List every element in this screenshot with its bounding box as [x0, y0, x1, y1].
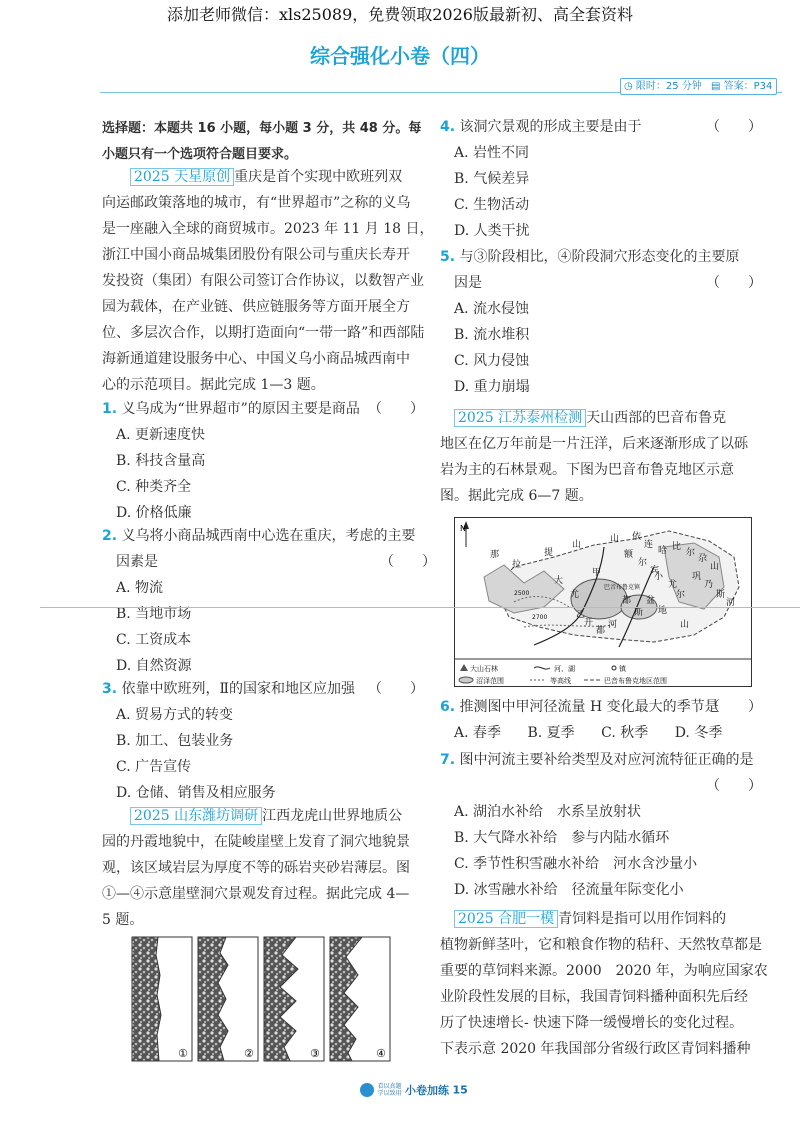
- passage-line: 向运邮政策落地的城市，有“世界超市”之称的义乌: [102, 195, 411, 211]
- question-stem: 推测图中甲河径流量 H 变化最大的季节是: [459, 699, 719, 715]
- question-number: 6.: [440, 699, 456, 715]
- map-label: 地: [658, 606, 668, 616]
- passage-line: 下表示意 2020 年我国部分省级行政区青饲料播种: [440, 1041, 751, 1057]
- map-label: 大: [554, 576, 564, 586]
- question-5: [440, 244, 740, 400]
- map-label: 尔: [638, 558, 648, 568]
- panel-label: ①: [178, 1047, 188, 1060]
- passage-line: 地区在亿万年前是一片汪洋，后来逐渐形成了以砾: [440, 436, 748, 452]
- answer-blank[interactable]: （ ）: [706, 119, 762, 135]
- map-label: 乙: [576, 610, 586, 620]
- time-limit-label: 限时：25 分钟: [635, 81, 702, 92]
- cave-development-figure: [130, 935, 410, 1065]
- panel-label: ④: [376, 1047, 386, 1060]
- option-d[interactable]: D. 重力崩塌: [454, 379, 530, 395]
- option-b[interactable]: B. 流水堆积: [454, 327, 530, 343]
- question-stem: 与③阶段相比，④阶段洞穴形态变化的主要原: [459, 249, 740, 265]
- passage-4: [440, 906, 768, 1062]
- passage-line: 岩为主的石林景观。下图为巴音布鲁克地区示意: [440, 462, 734, 478]
- option-d[interactable]: D. 价格低廉: [116, 505, 192, 521]
- option-d[interactable]: D. 冰雪融水补给 径流量年际变化小: [454, 882, 684, 898]
- passage-line: 历了快速增长- 快速下降一缓慢增长的变化过程。: [440, 1015, 744, 1031]
- map-label: 河: [608, 620, 618, 630]
- question-stem: 该洞穴景观的形成主要是由于: [459, 119, 642, 135]
- legend-label: 大山石林: [470, 665, 498, 673]
- map-label: 小: [654, 572, 664, 582]
- panel-3: [264, 937, 324, 1061]
- passage-line: 园为载体，在产业链、供应链服务等方面开展全方: [102, 299, 410, 315]
- option-a[interactable]: A. 湖泊水补给 水系呈放射状: [454, 804, 642, 820]
- map-label: 提: [544, 548, 554, 558]
- panel-label: ③: [310, 1047, 320, 1060]
- option-c[interactable]: C. 秋季: [601, 725, 649, 741]
- passage-2: [102, 803, 410, 933]
- passage-line: 江西龙虎山世界地质公: [262, 808, 403, 824]
- question-stem-cont: 因素是: [116, 554, 158, 570]
- mascot-icon: [360, 1083, 374, 1097]
- option-a[interactable]: A. 更新速度快: [116, 427, 206, 443]
- clock-icon: ◷: [624, 81, 633, 92]
- scan-line: [40, 607, 800, 608]
- passage-line: 心的示范项目。据此完成 1—3 题。: [102, 377, 325, 393]
- instructions-line: 小题只有一个选项符合题目要求。: [102, 147, 298, 162]
- map-label: 尔: [686, 548, 696, 558]
- question-6: [440, 694, 722, 746]
- option-a[interactable]: A. 岩性不同: [454, 145, 530, 161]
- question-number: 1.: [102, 401, 118, 417]
- question-3: [102, 676, 355, 806]
- panel-2: [198, 937, 258, 1061]
- answer-blank[interactable]: （ ）: [706, 275, 762, 291]
- option-c[interactable]: C. 风力侵蚀: [454, 353, 530, 369]
- options-row: [440, 720, 722, 746]
- question-number: 4.: [440, 119, 456, 135]
- option-d[interactable]: D. 自然资源: [116, 658, 192, 674]
- map-label: 乃: [704, 580, 714, 590]
- option-c[interactable]: C. 生物活动: [454, 197, 530, 213]
- legend-label: 等高线: [550, 677, 571, 685]
- map-label: 那: [490, 550, 500, 560]
- answer-blank[interactable]: （ ）: [706, 778, 762, 794]
- question-2: [102, 523, 416, 679]
- option-d[interactable]: D. 仓储、销售及相应服务: [116, 785, 276, 801]
- map-label: 连: [644, 540, 654, 550]
- source-tag: 2025 合肥一模: [454, 910, 558, 928]
- question-stem-cont: 因是: [454, 275, 482, 291]
- map-label: 尔: [676, 590, 686, 600]
- question-4: [440, 114, 642, 244]
- footer-brand: 小卷加练: [405, 1084, 449, 1097]
- passage-line: 观，该区域岩层为厚度不等的砾岩夹砂岩薄层。图: [102, 860, 410, 876]
- map-label: 尤: [570, 590, 580, 600]
- map-label: 巩: [692, 572, 702, 582]
- passage-1: [102, 164, 434, 398]
- panel-4: [330, 937, 390, 1061]
- option-c[interactable]: C. 季节性积雪融水补给 河水含沙量小: [454, 856, 698, 872]
- time-answer-box: [620, 78, 777, 95]
- passage-line: 植物新鲜茎叶，它和粮食作物的秸秆、天然牧草都是: [440, 937, 762, 953]
- passage-line: 5 题。: [102, 912, 144, 928]
- option-a[interactable]: A. 流水侵蚀: [454, 301, 530, 317]
- answer-blank[interactable]: （ ）: [380, 554, 436, 570]
- passage-line: 位、多层次合作，以期打造面向“一带一路”和西部陆: [102, 325, 425, 341]
- option-b[interactable]: B. 加工、包装业务: [116, 733, 234, 749]
- north-label: N: [460, 524, 466, 533]
- answer-blank[interactable]: （ ）: [368, 681, 424, 697]
- source-tag: 2025 天星原创: [130, 168, 234, 186]
- answer-icon: ▤: [711, 81, 721, 92]
- option-d[interactable]: D. 冬季: [674, 725, 723, 741]
- map-label: 都: [596, 626, 606, 636]
- map-label: 河: [726, 598, 736, 608]
- question-stem: 义乌将小商品城西南中心选在重庆，考虑的主要: [121, 528, 416, 544]
- map-label: 宾: [650, 566, 660, 576]
- option-b[interactable]: B. 夏季: [527, 725, 575, 741]
- legend-label: 镇: [619, 665, 626, 673]
- answer-page-link[interactable]: 答案：P34: [723, 81, 773, 92]
- question-number: 3.: [102, 681, 118, 697]
- footer: [360, 1082, 500, 1104]
- option-b[interactable]: B. 科技含量高: [116, 453, 206, 469]
- page-title: 综合强化小卷（四）: [310, 44, 490, 68]
- map-label: 比: [672, 542, 682, 552]
- map-label: 山: [710, 562, 720, 572]
- bayinbuluke-map: [454, 517, 752, 687]
- question-1: [102, 396, 360, 526]
- marsh-icon: [459, 677, 473, 683]
- map-label: 额: [624, 550, 634, 560]
- question-stem: 图中河流主要补给类型及对应河流特征正确的是: [459, 752, 754, 768]
- answer-blank[interactable]: （ ）: [706, 699, 762, 715]
- option-b[interactable]: B. 气候差异: [454, 171, 530, 187]
- map-label: 2700: [532, 614, 548, 621]
- legend-label: 巴音布鲁克地区范围: [604, 677, 667, 685]
- legend-label: 河、湖: [554, 665, 575, 673]
- map-label: 斯: [716, 590, 726, 600]
- answer-blank[interactable]: （ ）: [368, 401, 424, 417]
- map-label: 山: [680, 620, 690, 630]
- source-tag: 2025 江苏泰州检测: [454, 409, 586, 427]
- map-label: 尤: [668, 580, 678, 590]
- passage-line: ①—④示意崖壁洞穴景观发育过程。据此完成 4—: [102, 886, 410, 902]
- page-number: 15: [452, 1083, 468, 1097]
- question-number: 5.: [440, 249, 456, 265]
- question-number: 2.: [102, 528, 118, 544]
- passage-line: 重要的草饲料来源。2000 2020 年，为响应国家农: [440, 963, 768, 979]
- passage-line: 发投资（集团）有限公司签订合作协议，以数智产业: [102, 273, 424, 289]
- passage-line: 天山西部的巴音布鲁克: [586, 410, 727, 426]
- map-label: 哈: [658, 546, 668, 556]
- passage-line: 业阶段性发展的目标，我国青饲料播种面积先后经: [440, 989, 748, 1005]
- passage-line: 青饲料是指可以用作饲料的: [558, 911, 727, 927]
- map-label: 都: [622, 596, 632, 606]
- footer-badge: 看以真题 学以致用: [377, 1083, 402, 1097]
- question-number: 7.: [440, 752, 456, 768]
- map-label: 山: [572, 540, 582, 550]
- instructions-line: 选择题：本题共 16 小题，每小题 3 分，共 48 分。每: [102, 121, 422, 136]
- map-label: 依: [632, 532, 642, 542]
- question-stem: 依靠中欧班列，Ⅱ的国家和地区应加强: [121, 681, 356, 697]
- map-label: 巴音布鲁克镇: [604, 584, 641, 591]
- passage-line: 海新通道建设服务中心、中国义乌小商品城西南中: [102, 351, 410, 367]
- option-a[interactable]: A. 贸易方式的转变: [116, 707, 234, 723]
- panel-1: [132, 937, 192, 1061]
- source-tag: 2025 山东潍坊调研: [130, 807, 262, 825]
- passage-line: 重庆是首个实现中欧班列双: [234, 169, 403, 185]
- option-c[interactable]: C. 种类齐全: [116, 479, 192, 495]
- question-7: [440, 747, 754, 903]
- map-label: 尕: [698, 554, 708, 564]
- map-label: 山: [610, 534, 620, 544]
- option-d[interactable]: D. 人类干扰: [454, 223, 530, 239]
- instructions: [102, 116, 421, 168]
- map-label: 甲: [592, 568, 602, 578]
- map-label: 盆: [646, 596, 656, 606]
- legend-label: 沼泽范围: [476, 677, 504, 685]
- option-c[interactable]: C. 工资成本: [116, 632, 192, 648]
- option-b[interactable]: B. 大气降水补给 参与内陆水循环: [454, 830, 670, 846]
- question-stem: 义乌成为“世界超市”的原因主要是商品: [121, 401, 360, 417]
- option-a[interactable]: A. 物流: [116, 580, 164, 596]
- passage-line: 浙江中国小商品城集团股份有限公司与重庆长寿开: [102, 247, 410, 263]
- map-label: 开: [584, 618, 594, 628]
- passage-line: 图。据此完成 6—7 题。: [440, 488, 593, 504]
- option-c[interactable]: C. 广告宣传: [116, 759, 192, 775]
- passage-3: [440, 405, 748, 509]
- panel-label: ②: [244, 1047, 254, 1060]
- map-label: 2500: [514, 590, 530, 597]
- map-label: 斯: [634, 608, 644, 618]
- option-a[interactable]: A. 春季: [454, 725, 502, 741]
- watermark-text: 添加老师微信：xls25089，免费领取2026版最新初、高全套资料: [167, 5, 633, 24]
- passage-line: 是一座融入全球的商贸城市。2023 年 11 月 18 日，: [102, 221, 434, 237]
- option-b[interactable]: B. 当地市场: [116, 606, 192, 622]
- passage-line: 园的丹霞地貌中，在陡峻崖壁上发育了洞穴地貌景: [102, 834, 410, 850]
- map-label: 拉: [512, 560, 522, 570]
